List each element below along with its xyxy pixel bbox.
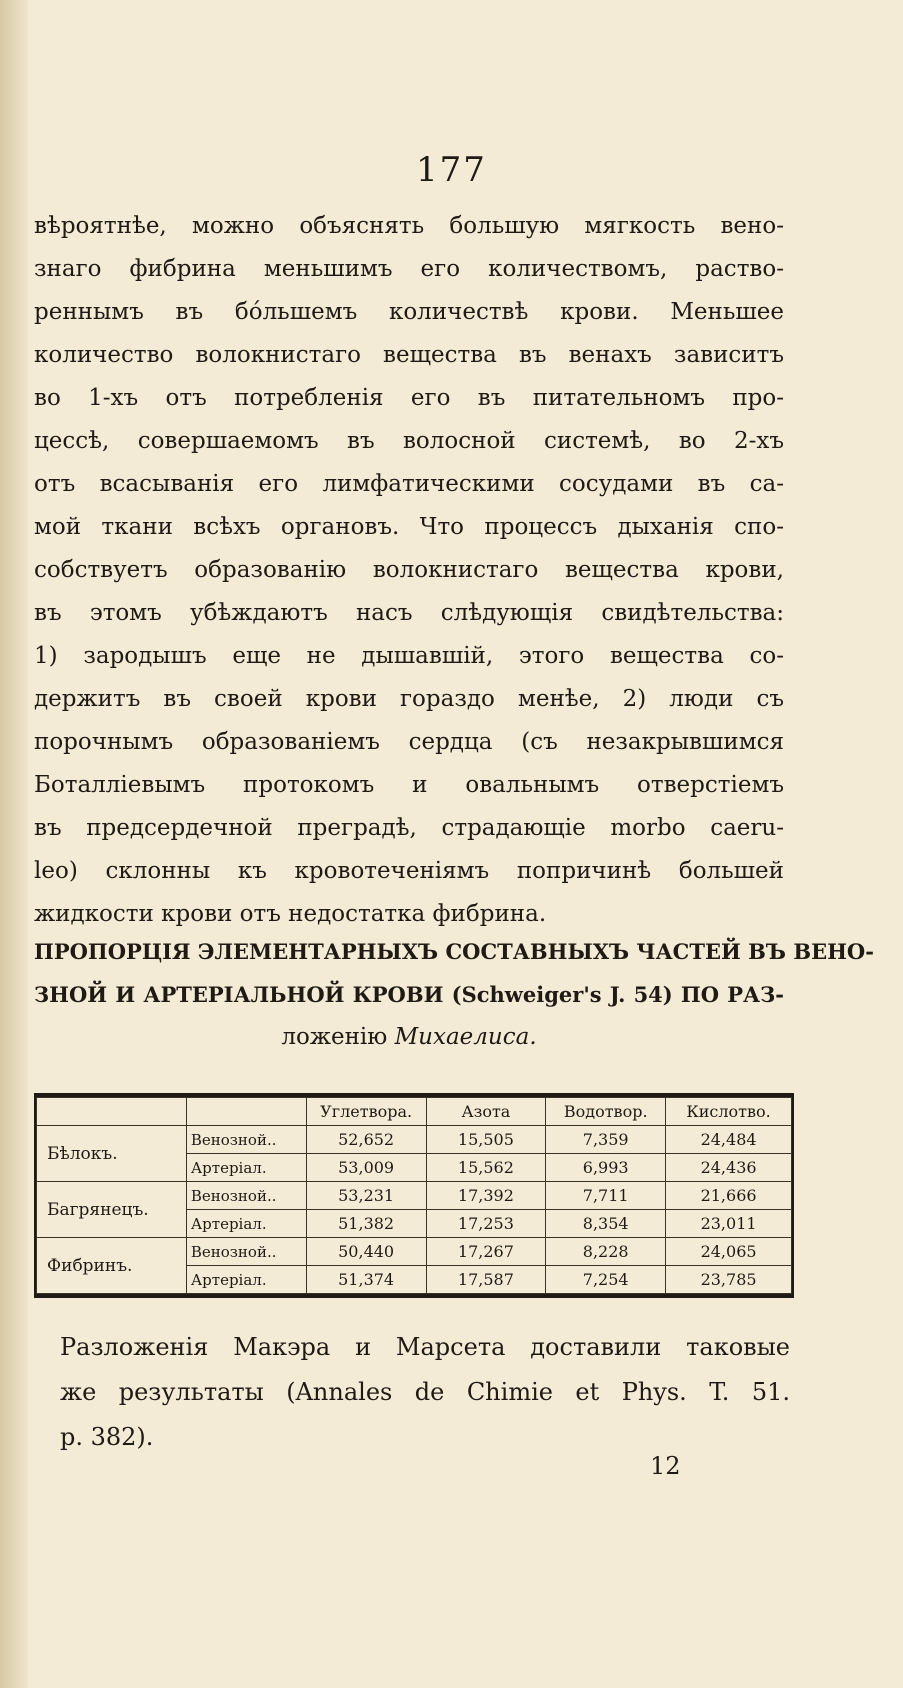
blood-kind: Артеріал. xyxy=(186,1154,306,1182)
table-row xyxy=(37,1182,792,1210)
text-line: мой ткани всѣхъ органовъ. Что процессъ дыханія спо- xyxy=(34,514,784,540)
value-cell: 24,484 xyxy=(666,1126,792,1154)
signature-mark: 12 xyxy=(650,1452,681,1480)
text-line: держитъ въ своей крови гораздо менѣе, 2) люди съ xyxy=(34,686,784,712)
text-line: Боталліевымъ протокомъ и овальнымъ отверстіемъ xyxy=(34,772,784,798)
header-cell: Кислотво. xyxy=(666,1098,792,1126)
text-line: leo) склонны къ кровотеченіямъ попричинѣ большей xyxy=(34,858,784,884)
value-cell: 6,993 xyxy=(546,1154,666,1182)
blood-kind: Артеріал. xyxy=(186,1210,306,1238)
text-line: жидкости крови отъ недостатка фибрина. xyxy=(34,901,547,927)
body-paragraph xyxy=(34,205,784,936)
group-name: Бѣлокъ. xyxy=(37,1126,187,1182)
caption-line xyxy=(34,1016,784,1059)
text-line: количество волокнистаго вещества въ венахъ зависитъ xyxy=(34,342,784,368)
header-cell: Углетвора. xyxy=(306,1098,426,1126)
data-table xyxy=(36,1097,792,1294)
text-line: собствуетъ образованію волокнистаго вещества крови, xyxy=(34,557,784,583)
blood-kind: Венозной.. xyxy=(186,1238,306,1266)
value-cell: 15,505 xyxy=(426,1126,546,1154)
caption-line: ПРОПОРЦІЯ ЭЛЕМЕНТАРНЫХЪ СОСТАВНЫХЪ ЧАСТЕЙ ВЪ ВЕНО- xyxy=(34,939,874,964)
value-cell: 24,436 xyxy=(666,1154,792,1182)
text-line: же результаты (Annales de Chimie et Phys. T. 51. xyxy=(60,1378,790,1406)
value-cell: 15,562 xyxy=(426,1154,546,1182)
value-cell: 50,440 xyxy=(306,1238,426,1266)
text-line: порочнымъ образованіемъ сердца (съ незакрывшимся xyxy=(34,729,784,755)
table-caption xyxy=(34,930,874,1059)
table-row xyxy=(37,1126,792,1154)
text-line: въ предсердечной преградѣ, страдающіе morbo caeru- xyxy=(34,815,784,841)
value-cell: 53,231 xyxy=(306,1182,426,1210)
value-cell: 21,666 xyxy=(666,1182,792,1210)
caption-author: Михаелиса. xyxy=(394,1024,537,1050)
value-cell: 23,011 xyxy=(666,1210,792,1238)
page-number: 177 xyxy=(416,150,487,190)
table-header-row xyxy=(37,1098,792,1126)
text-line: Разложенія Макэра и Марсета доставили таковые xyxy=(60,1333,790,1361)
value-cell: 7,711 xyxy=(546,1182,666,1210)
value-cell: 52,652 xyxy=(306,1126,426,1154)
text-line: цессѣ, совершаемомъ въ волосной системѣ, во 2-хъ xyxy=(34,428,784,454)
value-cell: 53,009 xyxy=(306,1154,426,1182)
value-cell: 8,354 xyxy=(546,1210,666,1238)
text-line: знаго фибрина меньшимъ его количествомъ, раство- xyxy=(34,256,784,282)
value-cell: 8,228 xyxy=(546,1238,666,1266)
value-cell: 17,253 xyxy=(426,1210,546,1238)
text-line: реннымъ въ бóльшемъ количествѣ крови. Меньшее xyxy=(34,299,784,325)
blood-kind: Венозной.. xyxy=(186,1182,306,1210)
value-cell: 7,359 xyxy=(546,1126,666,1154)
text-line: вѣроятнѣе, можно объяснять большую мягкость вено- xyxy=(34,213,784,239)
value-cell: 51,374 xyxy=(306,1266,426,1294)
value-cell: 7,254 xyxy=(546,1266,666,1294)
text-line: 1) зародышъ еще не дышавшій, этого вещества со- xyxy=(34,643,784,669)
composition-table xyxy=(34,1093,794,1298)
table-row xyxy=(37,1238,792,1266)
blood-kind: Венозной.. xyxy=(186,1126,306,1154)
header-cell xyxy=(186,1098,306,1126)
text-line: въ этомъ убѣждаютъ насъ слѣдующія свидѣтельства: xyxy=(34,600,784,626)
value-cell: 51,382 xyxy=(306,1210,426,1238)
text-line: p. 382). xyxy=(60,1423,154,1451)
value-cell: 17,392 xyxy=(426,1182,546,1210)
blood-kind: Артеріал. xyxy=(186,1266,306,1294)
page-edge-shadow xyxy=(0,0,28,1688)
caption-prefix: ложенію xyxy=(281,1024,388,1050)
value-cell: 23,785 xyxy=(666,1266,792,1294)
value-cell: 24,065 xyxy=(666,1238,792,1266)
value-cell: 17,267 xyxy=(426,1238,546,1266)
header-cell: Азота xyxy=(426,1098,546,1126)
header-cell: Водотвор. xyxy=(546,1098,666,1126)
closing-paragraph xyxy=(60,1325,790,1460)
header-cell xyxy=(37,1098,187,1126)
value-cell: 17,587 xyxy=(426,1266,546,1294)
group-name: Фибринъ. xyxy=(37,1238,187,1294)
caption-line: ЗНОЙ И АРТЕРІАЛЬНОЙ КРОВИ (Schweiger's J. 54) ПО РАЗ- xyxy=(34,982,784,1007)
text-line: отъ всасыванія его лимфатическими сосудами въ са- xyxy=(34,471,784,497)
text-line: во 1-хъ отъ потребленія его въ питательномъ про- xyxy=(34,385,784,411)
group-name: Багрянецъ. xyxy=(37,1182,187,1238)
